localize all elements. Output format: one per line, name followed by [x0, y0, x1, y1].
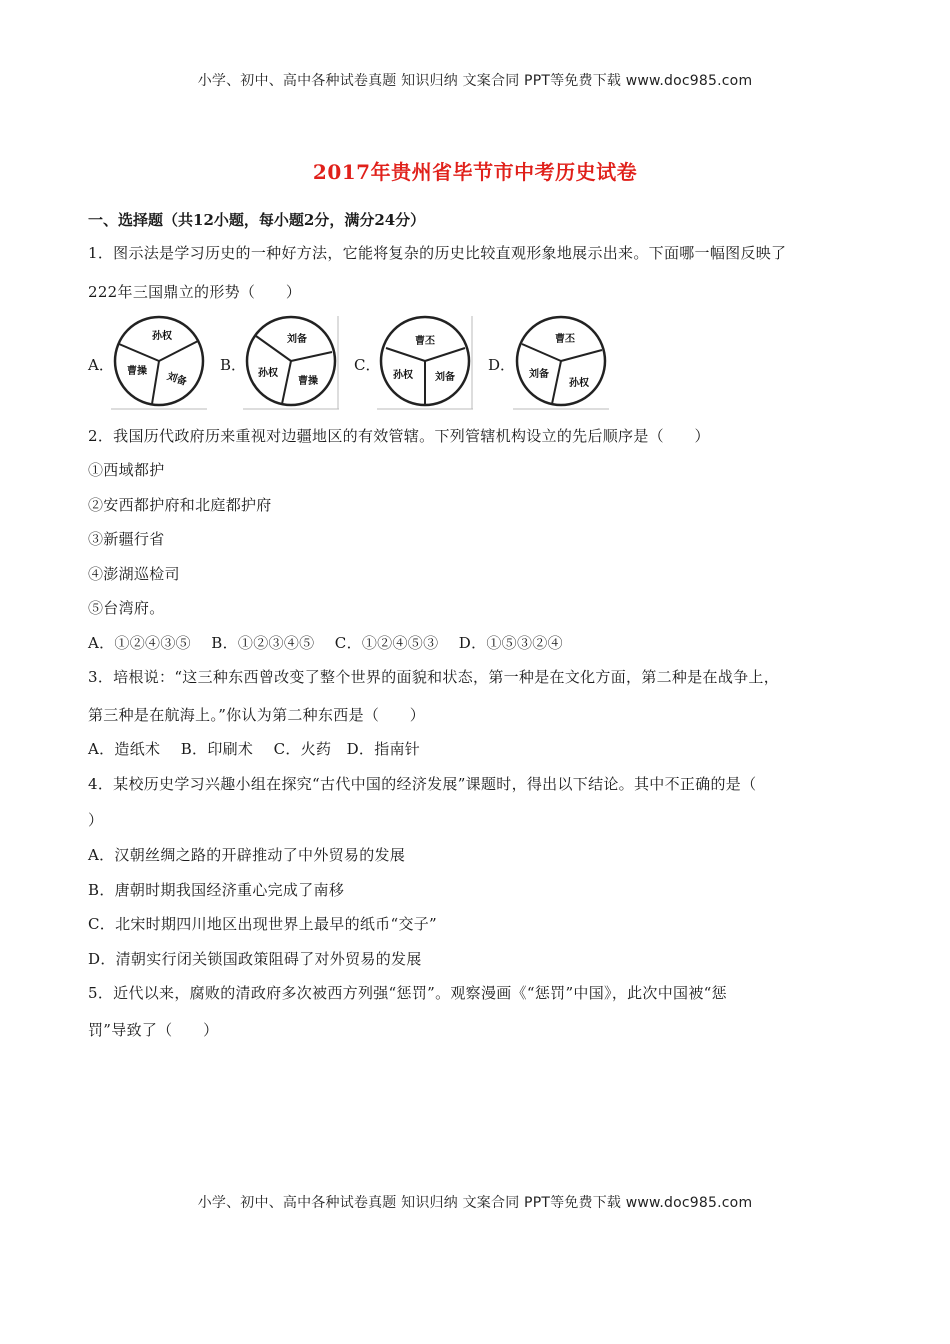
q5-stem-line2: 罚”导致了（ ） — [88, 1021, 219, 1039]
q2-item-1: ①西域都护 — [88, 461, 165, 479]
pie-d-top-label: 曹丕 — [555, 334, 575, 345]
q4-option-c: C．北宋时期四川地区出现世界上最早的纸币“交子” — [88, 915, 438, 933]
q1-option-d-label: D． — [488, 356, 516, 374]
page-header: 小学、初中、高中各种试卷真题 知识归纳 文案合同 PPT等免费下载 www.doc985.com — [197, 73, 753, 89]
q4-stem-line2: ） — [88, 811, 104, 829]
pie-c-top-label: 曹丕 — [415, 336, 435, 347]
q4-stem-line1: 4．某校历史学习兴趣小组在探究“古代中国的经济发展”课题时，得出以下结论。其中不正确的是（ — [88, 775, 757, 793]
exam-title: 2017年贵州省毕节市中考历史试卷 — [312, 160, 638, 184]
q4-option-d: D．清朝实行闭关锁国政策阻碍了对外贸易的发展 — [88, 950, 422, 968]
q2-item-3: ③新疆行省 — [88, 530, 165, 548]
q1-option-d-pie — [512, 314, 610, 410]
q1-stem-line2: 222年三国鼎立的形势（ ） — [88, 283, 302, 301]
q1-option-c-label: C． — [354, 356, 381, 374]
q1-stem-line1: 1．图示法是学习历史的一种好方法，它能将复杂的历史比较直观形象地展示出来。下面哪一幅图反映了 — [88, 244, 787, 262]
pie-a-top-label: 孙权 — [152, 331, 172, 342]
pie-c-left-label: 孙权 — [393, 370, 413, 381]
q4-option-b: B．唐朝时期我国经济重心完成了南移 — [88, 881, 345, 899]
q2-item-2: ②安西都护府和北庭都护府 — [88, 496, 272, 514]
pie-b-right-label: 曹操 — [298, 376, 318, 387]
q1-option-b-label: B． — [220, 356, 247, 374]
pie-b-left-label: 孙权 — [258, 368, 278, 379]
q1-option-a-label: A． — [88, 356, 114, 374]
pie-d-left-label: 刘备 — [529, 369, 549, 380]
pie-c-right-label: 刘备 — [435, 372, 455, 383]
section-heading: 一、选择题（共12小题，每小题2分，满分24分） — [88, 211, 426, 229]
q2-choices: A．①②④③⑤ B．①②③④⑤ C．①②④⑤③ D．①⑤③②④ — [88, 634, 563, 652]
q1-option-a-pie — [110, 314, 208, 410]
q3-stem-line2: 第三种是在航海上。”你认为第二种东西是（ ） — [88, 706, 426, 724]
q3-stem-line1: 3．培根说：“这三种东西曾改变了整个世界的面貌和状态，第一种是在文化方面，第二种是在战争上， — [88, 668, 780, 686]
q2-item-4: ④澎湖巡检司 — [88, 565, 180, 583]
pie-d-right-label: 孙权 — [569, 378, 589, 389]
q3-choices: A．造纸术 B．印刷术 C．火药 D．指南针 — [88, 740, 421, 758]
pie-a-right-label: 刘备 — [165, 371, 188, 388]
q2-stem: 2．我国历代政府历来重视对边疆地区的有效管辖。下列管辖机构设立的先后顺序是（ ） — [88, 427, 710, 445]
pie-a-left-label: 曹操 — [127, 366, 147, 377]
q5-stem-line1: 5．近代以来，腐败的清政府多次被西方列强“惩罚”。观察漫画《“惩罚”中国》，此次中国被“惩 — [88, 984, 727, 1002]
q1-option-b-pie — [242, 314, 340, 410]
pie-b-top-label: 刘备 — [287, 334, 307, 345]
q4-option-a: A．汉朝丝绸之路的开辟推动了中外贸易的发展 — [88, 846, 406, 864]
q2-item-5: ⑤台湾府。 — [88, 599, 165, 617]
q1-option-c-pie — [376, 314, 474, 410]
page-footer: 小学、初中、高中各种试卷真题 知识归纳 文案合同 PPT等免费下载 www.doc985.com — [197, 1195, 753, 1211]
